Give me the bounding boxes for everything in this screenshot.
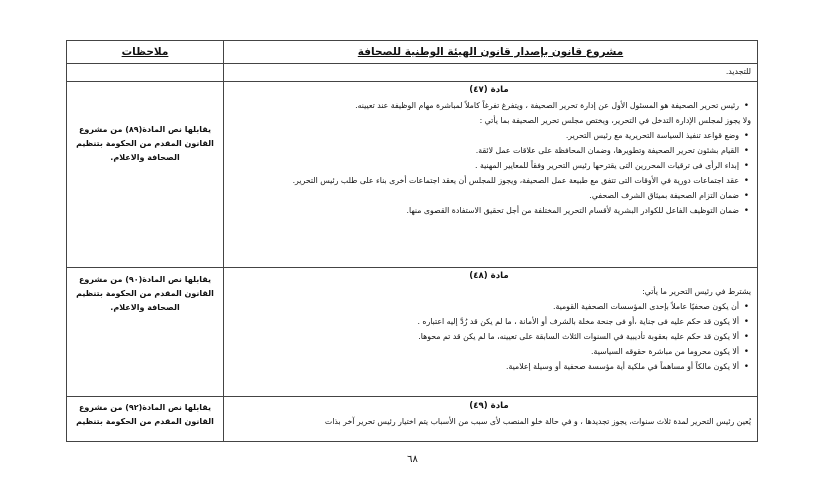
article-49: [227, 399, 751, 432]
bullet-item: • وضع قواعد تنفيذ السياسة التحريرية مع رئيس التحرير.: [227, 131, 751, 141]
column-divider: [223, 41, 224, 441]
article-title: مادة (٤٧): [469, 85, 509, 95]
bullet-item: • ضمان التوظيف الفاعل للكوادر البشرية لأقسام التحرير المختلفة من أجل تحقيق الاستفادة القصوى منها.: [227, 206, 751, 216]
bullet-item: • رئيس تحرير الصحيفة هو المسئول الأول عن إدارة تحرير الصحيفة ، ويتفرغ تفرغاً كاملاً لمباشرة مهام الوظيفة عند تعيينه.: [227, 101, 751, 111]
document-table: [66, 40, 758, 442]
article-47: [227, 83, 751, 221]
note-article-49: يقابلها نص المادة(٩٢) من مشروع القانون المقدم من الحكومة بتنظيم: [76, 403, 214, 426]
note-article-47: يقابلها نص المادة(٨٩) من مشروع القانون المقدم من الحكومة بتنظيم الصحافة والاعلام.: [76, 125, 214, 162]
bullet-item: • ضمان التزام الصحيفة بميثاق الشرف الصحفي.: [227, 191, 751, 201]
bullet-item: • إبداء الرأى فى ترقيات المحررين التى يقترحها رئيس التحرير وفقاً للمعايير المهنية .: [227, 161, 751, 171]
continuation-text: للتجديد.: [725, 67, 751, 76]
header-divider: [67, 63, 757, 64]
bullet-item: • أن يكون صحفيًا عاملاً بإحدى المؤسسات الصحفية القومية.: [227, 302, 751, 312]
note-article-48: يقابلها نص المادة(٩٠) من مشروع القانون المقدم من الحكومة بتنظيم الصحافة والاعلام.: [76, 275, 214, 312]
bullet-item: • القيام بشئون تحرير الصحيفة وتطويرها، وضمان المحافظة على علاقات عمل لائقة.: [227, 146, 751, 156]
main-column-header: مشروع قانون بإصدار قانون الهيئة الوطنية للصحافة: [357, 46, 624, 58]
bullet-item: • ألا يكون قد حكم عليه بعقوبة تأديبية في السنوات الثلاث السابقة على تعيينه، ما لم يكن قد تم محوها.: [227, 332, 751, 342]
article-title: مادة (٤٩): [469, 401, 509, 411]
bullet-item: • ألا يكون مالكاً أو مساهماً في ملكية أية مؤسسة صحفية أو وسيلة إعلامية.: [227, 362, 751, 372]
notes-column-header: ملاحظات: [121, 46, 169, 58]
paragraph: ولا يجوز لمجلس الإدارة التدخل في التحرير، ويختص مجلس تحرير الصحيفة بما يأتي :: [479, 116, 751, 125]
bullet-item: • ألا يكون محروما من مباشرة حقوقه السياسية.: [227, 347, 751, 357]
bullet-item: • ألا يكون قد حكم عليه فى جناية ،أو فى جنحة مخلة بالشرف أو الأمانة ، ما لم يكن قد رُدَّ إليه اعتباره .: [227, 317, 751, 327]
bullet-item: • عقد اجتماعات دورية في الأوقات التى تتفق مع طبيعة عمل الصحيفة، ويجوز للمجلس أن يعقد اجتماعات أخرى بناء على طلب رئيس التحرير.: [227, 176, 751, 186]
row-divider: [67, 267, 757, 268]
paragraph: يُعين رئيس التحرير لمدة ثلاث سنوات، يجوز تجديدها ، و في حالة خلو المنصب لأى سبب من الأسباب يتم اختيار رئيس تحرير آخر بذات: [324, 417, 751, 426]
article-title: مادة (٤٨): [469, 271, 509, 281]
article-48: [227, 269, 751, 377]
page-number: ٦٨: [407, 454, 418, 465]
paragraph: يشترط في رئيس التحرير ما يأتي:: [642, 287, 751, 296]
row-divider: [67, 81, 757, 82]
row-divider: [67, 396, 757, 397]
